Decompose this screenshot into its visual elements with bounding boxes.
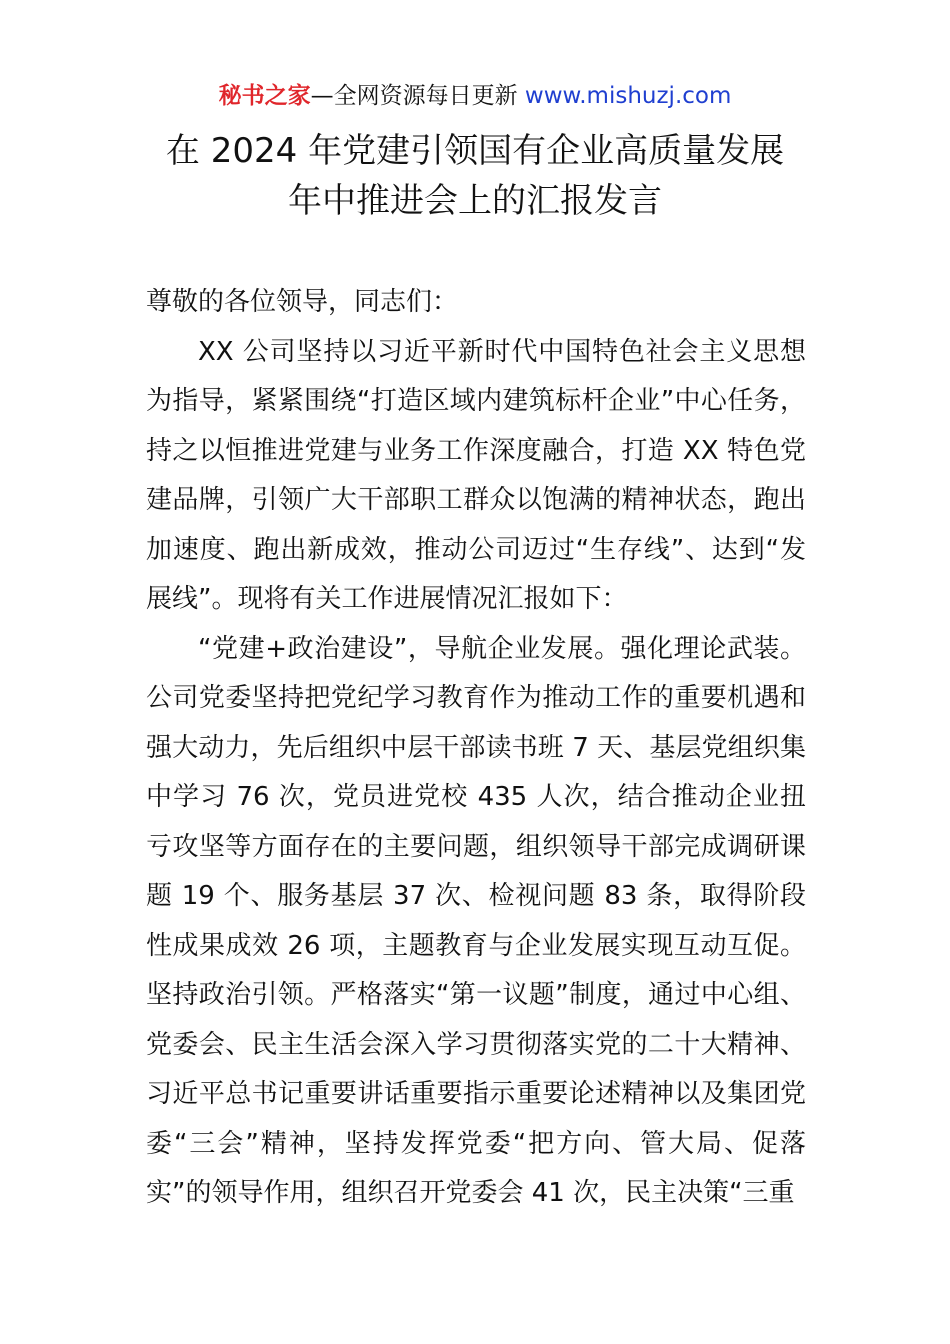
title-line-1: 在 2024 年党建引领国有企业高质量发展 bbox=[165, 131, 785, 171]
site-tagline: —全网资源每日更新 bbox=[310, 83, 525, 109]
paragraph-intro: XX 公司坚持以习近平新时代中国特色社会主义思想为指导，紧紧围绕“打造区域内建筑标杆企业”中心任务，持之以恒推进党建与业务工作深度融合，打造 XX 特色党建品牌，引领广大干部职工群众以饱满的精神状态，跑出加速度、跑出新成效，推动公司迈过“生存线”、达到“发展线”。现将有关工作进展情况汇报如下： bbox=[146, 336, 806, 614]
salutation: 尊敬的各位领导，同志们： bbox=[146, 287, 459, 317]
site-brand: 秘书之家 bbox=[218, 83, 311, 109]
title-line-2: 年中推进会上的汇报发言 bbox=[288, 181, 662, 221]
document-title bbox=[0, 126, 950, 226]
site-header bbox=[0, 80, 950, 112]
document-body bbox=[146, 278, 806, 1219]
site-url-link[interactable]: www.mishuzj.com bbox=[524, 83, 732, 109]
paragraph-political-building: “党建+政治建设”，导航企业发展。强化理论武装。公司党委坚持把党纪学习教育作为推动工作的重要机遇和强大动力，先后组织中层干部读书班 7 天、基层党组织集中学习 76 次，党员进党校 435 人次，结合推动企业扭亏攻坚等方面存在的主要问题，组织领导干部完成调研课题 19 个、服务基层 37 次、检视问题 83 条，取得阶段性成果成效 26 项，主题教育与企业发展实现互动互促。坚持政治引领。严格落实“第一议题”制度，通过中心组、党委会、民主生活会深入学习贯彻落实党的二十大精神、习近平总书记重要讲话重要指示重要论述精神以及集团党委“三会”精神，坚持发挥党委“把方向、管大局、促落实”的领导作用，组织召开党委会 41 次，民主决策“三重 bbox=[146, 633, 806, 1208]
